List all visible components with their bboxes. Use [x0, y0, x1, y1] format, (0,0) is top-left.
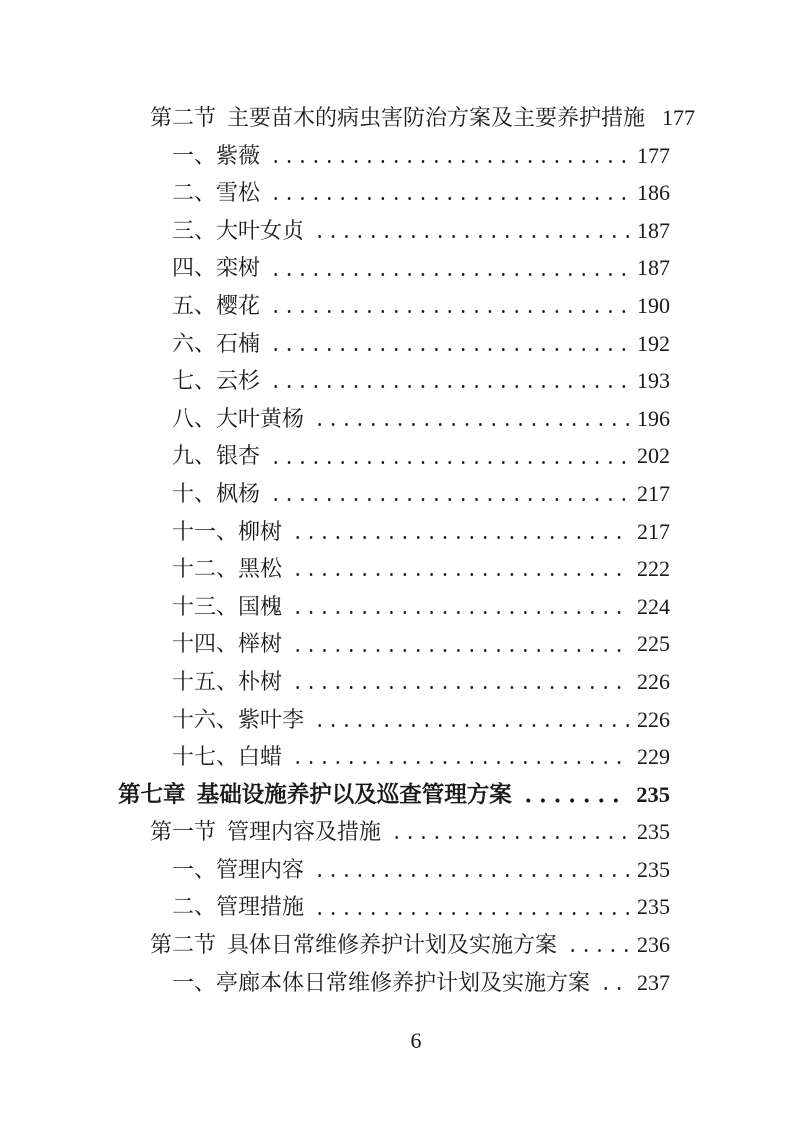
toc-entry-title: 五、樱花 — [172, 292, 261, 318]
toc-entry[interactable] — [118, 400, 670, 438]
toc-entry[interactable] — [118, 625, 670, 663]
table-of-contents — [118, 99, 696, 1001]
toc-entry[interactable] — [118, 137, 670, 175]
toc-entry-page-number: 224 — [637, 593, 670, 619]
toc-leader-dots — [267, 137, 631, 175]
toc-entry[interactable] — [118, 212, 670, 250]
toc-entry-page-number: 229 — [637, 744, 670, 770]
toc-entry-title: 十、枫杨 — [172, 480, 261, 506]
toc-entry[interactable] — [118, 701, 670, 739]
toc-entry[interactable] — [118, 325, 670, 363]
toc-leader-dots — [519, 776, 626, 814]
toc-leader-dots — [311, 851, 631, 889]
toc-entry-title: 一、紫薇 — [172, 142, 261, 168]
toc-leader-dots — [267, 325, 631, 363]
toc-entry[interactable] — [118, 964, 670, 1002]
toc-entry-page-number: 196 — [637, 405, 670, 431]
toc-entry-page-number: 226 — [637, 668, 670, 694]
toc-leader-dots — [289, 588, 631, 626]
toc-entry-page-number: 235 — [636, 781, 670, 807]
toc-entry[interactable] — [118, 776, 670, 814]
toc-entry-title: 二、管理措施 — [172, 894, 305, 920]
toc-entry-title: 六、石楠 — [172, 330, 261, 356]
toc-entry-title: 四、栾树 — [172, 255, 261, 281]
toc-leader-dots — [289, 738, 631, 776]
toc-entry-title: 第二节 主要苗木的病虫害防治方案及主要养护措施 — [150, 105, 646, 130]
toc-entry-page-number: 236 — [637, 932, 670, 958]
toc-entry[interactable] — [118, 249, 670, 287]
toc-leader-dots — [289, 625, 631, 663]
toc-entry[interactable] — [118, 738, 670, 776]
toc-entry-page-number: 235 — [637, 894, 670, 920]
toc-entry-page-number: 217 — [637, 518, 670, 544]
toc-entry-title: 十六、紫叶李 — [172, 706, 305, 732]
toc-leader-dots — [267, 362, 631, 400]
toc-leader-dots — [597, 964, 631, 1002]
toc-leader-dots — [267, 249, 631, 287]
toc-entry[interactable] — [118, 362, 670, 400]
toc-entry-page-number: 226 — [637, 706, 670, 732]
toc-leader-dots — [311, 888, 631, 926]
toc-entry-page-number: 237 — [637, 969, 670, 995]
toc-entry-page-number: 186 — [637, 180, 670, 206]
toc-entry-title: 第七章 基础设施养护以及巡查管理方案 — [118, 781, 512, 807]
toc-entry-page-number: 177 — [662, 105, 696, 130]
toc-entry[interactable] — [118, 513, 670, 551]
toc-entry-page-number: 202 — [637, 443, 670, 469]
toc-entry-title: 十七、白蜡 — [172, 744, 283, 770]
toc-leader-dots — [652, 99, 656, 137]
toc-leader-dots — [267, 437, 631, 475]
toc-leader-dots — [564, 926, 631, 964]
toc-leader-dots — [289, 550, 631, 588]
toc-leader-dots — [267, 475, 631, 513]
toc-entry-page-number: 187 — [637, 217, 670, 243]
toc-leader-dots — [267, 174, 631, 212]
toc-leader-dots — [267, 287, 631, 325]
toc-entry[interactable] — [118, 888, 670, 926]
toc-entry[interactable] — [118, 550, 670, 588]
toc-entry[interactable] — [118, 475, 670, 513]
toc-entry-page-number: 235 — [637, 819, 670, 845]
toc-leader-dots — [311, 400, 631, 438]
toc-entry-title: 八、大叶黄杨 — [172, 405, 305, 431]
toc-entry-page-number: 192 — [637, 330, 670, 356]
toc-entry[interactable] — [118, 926, 670, 964]
toc-entry-title: 一、管理内容 — [172, 856, 305, 882]
toc-entry[interactable] — [118, 99, 696, 137]
toc-leader-dots — [289, 663, 631, 701]
toc-entry-title: 一、亭廊本体日常维修养护计划及实施方案 — [172, 969, 591, 995]
toc-entry[interactable] — [118, 437, 670, 475]
toc-entry-title: 十三、国槐 — [172, 593, 283, 619]
page-number-footer: 6 — [410, 1028, 422, 1053]
toc-entry-title: 九、银杏 — [172, 443, 261, 469]
toc-entry[interactable] — [118, 851, 670, 889]
toc-leader-dots — [311, 212, 631, 250]
toc-leader-dots — [311, 701, 631, 739]
toc-entry-title: 七、云杉 — [172, 368, 261, 394]
toc-entry-title: 十一、柳树 — [172, 518, 283, 544]
toc-entry-title: 十四、榉树 — [172, 631, 283, 657]
toc-entry[interactable] — [118, 663, 670, 701]
toc-entry-page-number: 187 — [637, 255, 670, 281]
toc-entry-title: 第一节 管理内容及措施 — [150, 819, 382, 845]
toc-entry-page-number: 235 — [637, 856, 670, 882]
toc-leader-dots — [289, 513, 631, 551]
toc-entry-page-number: 217 — [637, 480, 670, 506]
toc-entry-title: 十五、朴树 — [172, 668, 283, 694]
toc-entry[interactable] — [118, 287, 670, 325]
toc-entry-title: 三、大叶女贞 — [172, 217, 305, 243]
toc-entry-title: 第二节 具体日常维修养护计划及实施方案 — [150, 932, 558, 958]
toc-entry-page-number: 190 — [637, 292, 670, 318]
toc-entry-page-number: 225 — [637, 631, 670, 657]
toc-entry-page-number: 193 — [637, 368, 670, 394]
toc-entry[interactable] — [118, 588, 670, 626]
toc-entry[interactable] — [118, 174, 670, 212]
toc-entry-title: 二、雪松 — [172, 180, 261, 206]
toc-leader-dots — [388, 813, 631, 851]
toc-entry[interactable] — [118, 813, 670, 851]
toc-entry-page-number: 222 — [637, 556, 670, 582]
toc-entry-page-number: 177 — [637, 142, 670, 168]
toc-entry-title: 十二、黑松 — [172, 556, 283, 582]
